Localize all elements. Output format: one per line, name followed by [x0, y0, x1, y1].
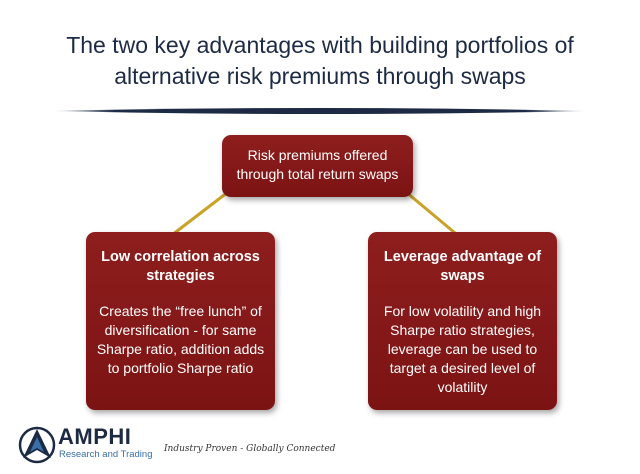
logo-name: AMPHI — [58, 424, 132, 449]
left-box — [86, 232, 275, 410]
top-box-text: Risk premiums offered through total return swaps — [236, 147, 399, 182]
slide-title: The two key advantages with building portfolios of alternative risk premiums through swaps — [66, 32, 574, 89]
footer-tagline: Industry Proven - Globally Connected — [164, 444, 336, 454]
amphi-logo — [18, 424, 153, 466]
right-box — [368, 232, 557, 410]
left-box-heading: Low correlation across strategies — [101, 249, 260, 284]
left-box-body: Creates the “free lunch” of diversification - for same Sharpe ratio, addition adds to portfolio Sharpe ratio — [96, 303, 265, 376]
top-box — [222, 135, 413, 197]
right-box-body: For low volatility and high Sharpe ratio strategies, leverage can be used to target a desired level of volatility — [383, 303, 542, 395]
right-box-heading: Leverage advantage of swaps — [383, 249, 542, 284]
logo-subtitle: Research and Trading — [59, 449, 153, 460]
amphi-logo-icon — [18, 424, 58, 464]
